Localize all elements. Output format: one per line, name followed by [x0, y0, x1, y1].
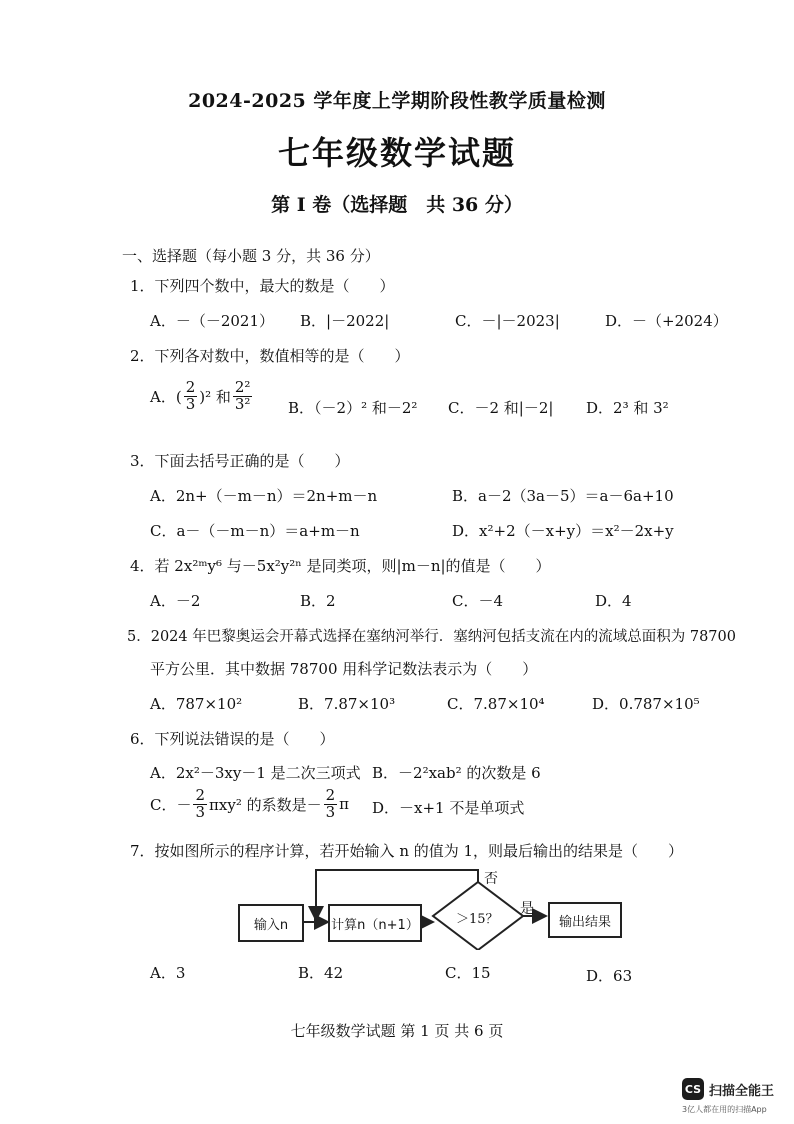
q2-a-fraction2: [233, 380, 253, 413]
q5-option-b: B．7.87×10³: [298, 695, 396, 713]
scanner-tagline: 3亿人都在用的扫描App: [682, 1105, 767, 1114]
q6-c-den: 3: [195, 802, 206, 821]
q3-option-b: B．a－2（3a－5）＝a－6a+10: [452, 487, 674, 505]
q2-option-a: [150, 380, 254, 413]
q6-c-prefix: C．－: [150, 795, 192, 814]
q6-c-fraction2: [324, 788, 338, 821]
flow-compute-box: 计算n（n+1）: [328, 904, 422, 942]
q2-option-d: D．2³ 和 3²: [586, 399, 669, 417]
q5-option-c: C．7.87×10⁴: [447, 695, 545, 713]
q2-a-prefix: A．(: [150, 387, 182, 406]
q6-c-fraction: [193, 788, 207, 821]
q7-stem: 7．按如图所示的程序计算，若开始输入 n 的值为 1，则最后输出的结果是（ ）: [130, 842, 684, 860]
q7-option-b: B．42: [298, 964, 344, 982]
q7-option-a: A．3: [150, 964, 186, 982]
flow-condition-label: ＞15？: [456, 912, 499, 927]
q6-option-d: D．－x+1 不是单项式: [372, 799, 525, 817]
q4-stem: 4．若 2x²ᵐy⁶ 与－5x²y²ⁿ 是同类项，则|m－n|的值是（ ）: [130, 557, 551, 575]
q5-option-d: D．0.787×10⁵: [592, 695, 700, 713]
section-heading: 一、选择题（每小题 3 分，共 36 分）: [122, 247, 380, 265]
q7-flowchart: [230, 860, 630, 950]
q2-stem: 2．下列各对数中，数值相等的是（ ）: [130, 347, 410, 365]
flow-output-box: 输出结果: [548, 902, 622, 938]
q7-option-d: D．63: [586, 967, 633, 985]
q1-option-c: C．－|－2023|: [455, 312, 560, 330]
q6-c-post: π: [339, 795, 350, 814]
q6-stem: 6．下列说法错误的是（ ）: [130, 730, 335, 748]
page-footer: 七年级数学试题 第 1 页 共 6 页: [290, 1022, 504, 1040]
q6-option-b: B．－2²xab² 的次数是 6: [372, 764, 541, 782]
flow-no-label: 否: [484, 871, 498, 887]
q2-a-fraction: [184, 380, 198, 413]
q3-option-c: C．a－（－m－n）＝a+m－n: [150, 522, 360, 540]
exam-title: 七年级数学试题: [277, 134, 516, 172]
q3-option-d: D．x²+2（－x+y）＝x²－2x+y: [452, 522, 674, 540]
q3-option-a: A．2n+（－m－n）＝2n+m－n: [150, 487, 378, 505]
q6-c-den2: 3: [325, 802, 336, 821]
q1-stem: 1．下列四个数中，最大的数是（ ）: [130, 277, 395, 295]
q2-a-den2: 3²: [234, 394, 251, 413]
q6-c-mid: πxy² 的系数是－: [209, 795, 322, 814]
q2-option-c: C．－2 和|－2|: [448, 399, 554, 417]
q7-option-c: C．15: [445, 964, 491, 982]
flow-yes-label: 是: [520, 901, 534, 917]
scanner-watermark: [682, 1078, 774, 1100]
q6-option-c: [150, 788, 349, 821]
q4-option-d: D．4: [595, 592, 632, 610]
scanner-app-name: 扫描全能王: [709, 1083, 775, 1099]
exam-subtitle: 2024-2025 学年度上学期阶段性教学质量检测: [188, 90, 606, 112]
q6-c-num: 2: [195, 786, 206, 804]
q2-option-b: B．（－2）² 和－2²: [288, 399, 418, 417]
q3-stem: 3．下面去括号正确的是（ ）: [130, 452, 350, 470]
q4-option-c: C．－4: [452, 592, 504, 610]
q5-stem-line1: 5．2024 年巴黎奥运会开幕式选择在塞纳河举行．塞纳河包括支流在内的流域总面积为 78700: [127, 629, 736, 645]
part-heading: 第 I 卷（选择题 共 36 分）: [271, 194, 523, 216]
scanner-logo-icon: CS: [682, 1078, 704, 1100]
q4-option-a: A．－2: [150, 592, 201, 610]
q5-option-a: A．787×10²: [150, 695, 243, 713]
q6-option-a: A．2x²－3xy－1 是二次三项式: [150, 764, 361, 782]
q1-option-b: B．|－2022|: [300, 312, 390, 330]
flow-input-box: 输入n: [238, 904, 304, 942]
q5-stem-line2: 平方公里．其中数据 78700 用科学记数法表示为（ ）: [150, 660, 538, 678]
q2-a-num: 2: [185, 378, 196, 396]
q1-option-d: D．－（+2024）: [605, 312, 728, 330]
q1-option-a: A．－（－2021）: [150, 312, 275, 330]
q4-option-b: B．2: [300, 592, 336, 610]
q2-a-mid: )² 和: [199, 387, 231, 406]
q6-c-num2: 2: [325, 786, 336, 804]
q2-a-num2: 2²: [234, 378, 251, 396]
q2-a-den: 3: [185, 394, 196, 413]
